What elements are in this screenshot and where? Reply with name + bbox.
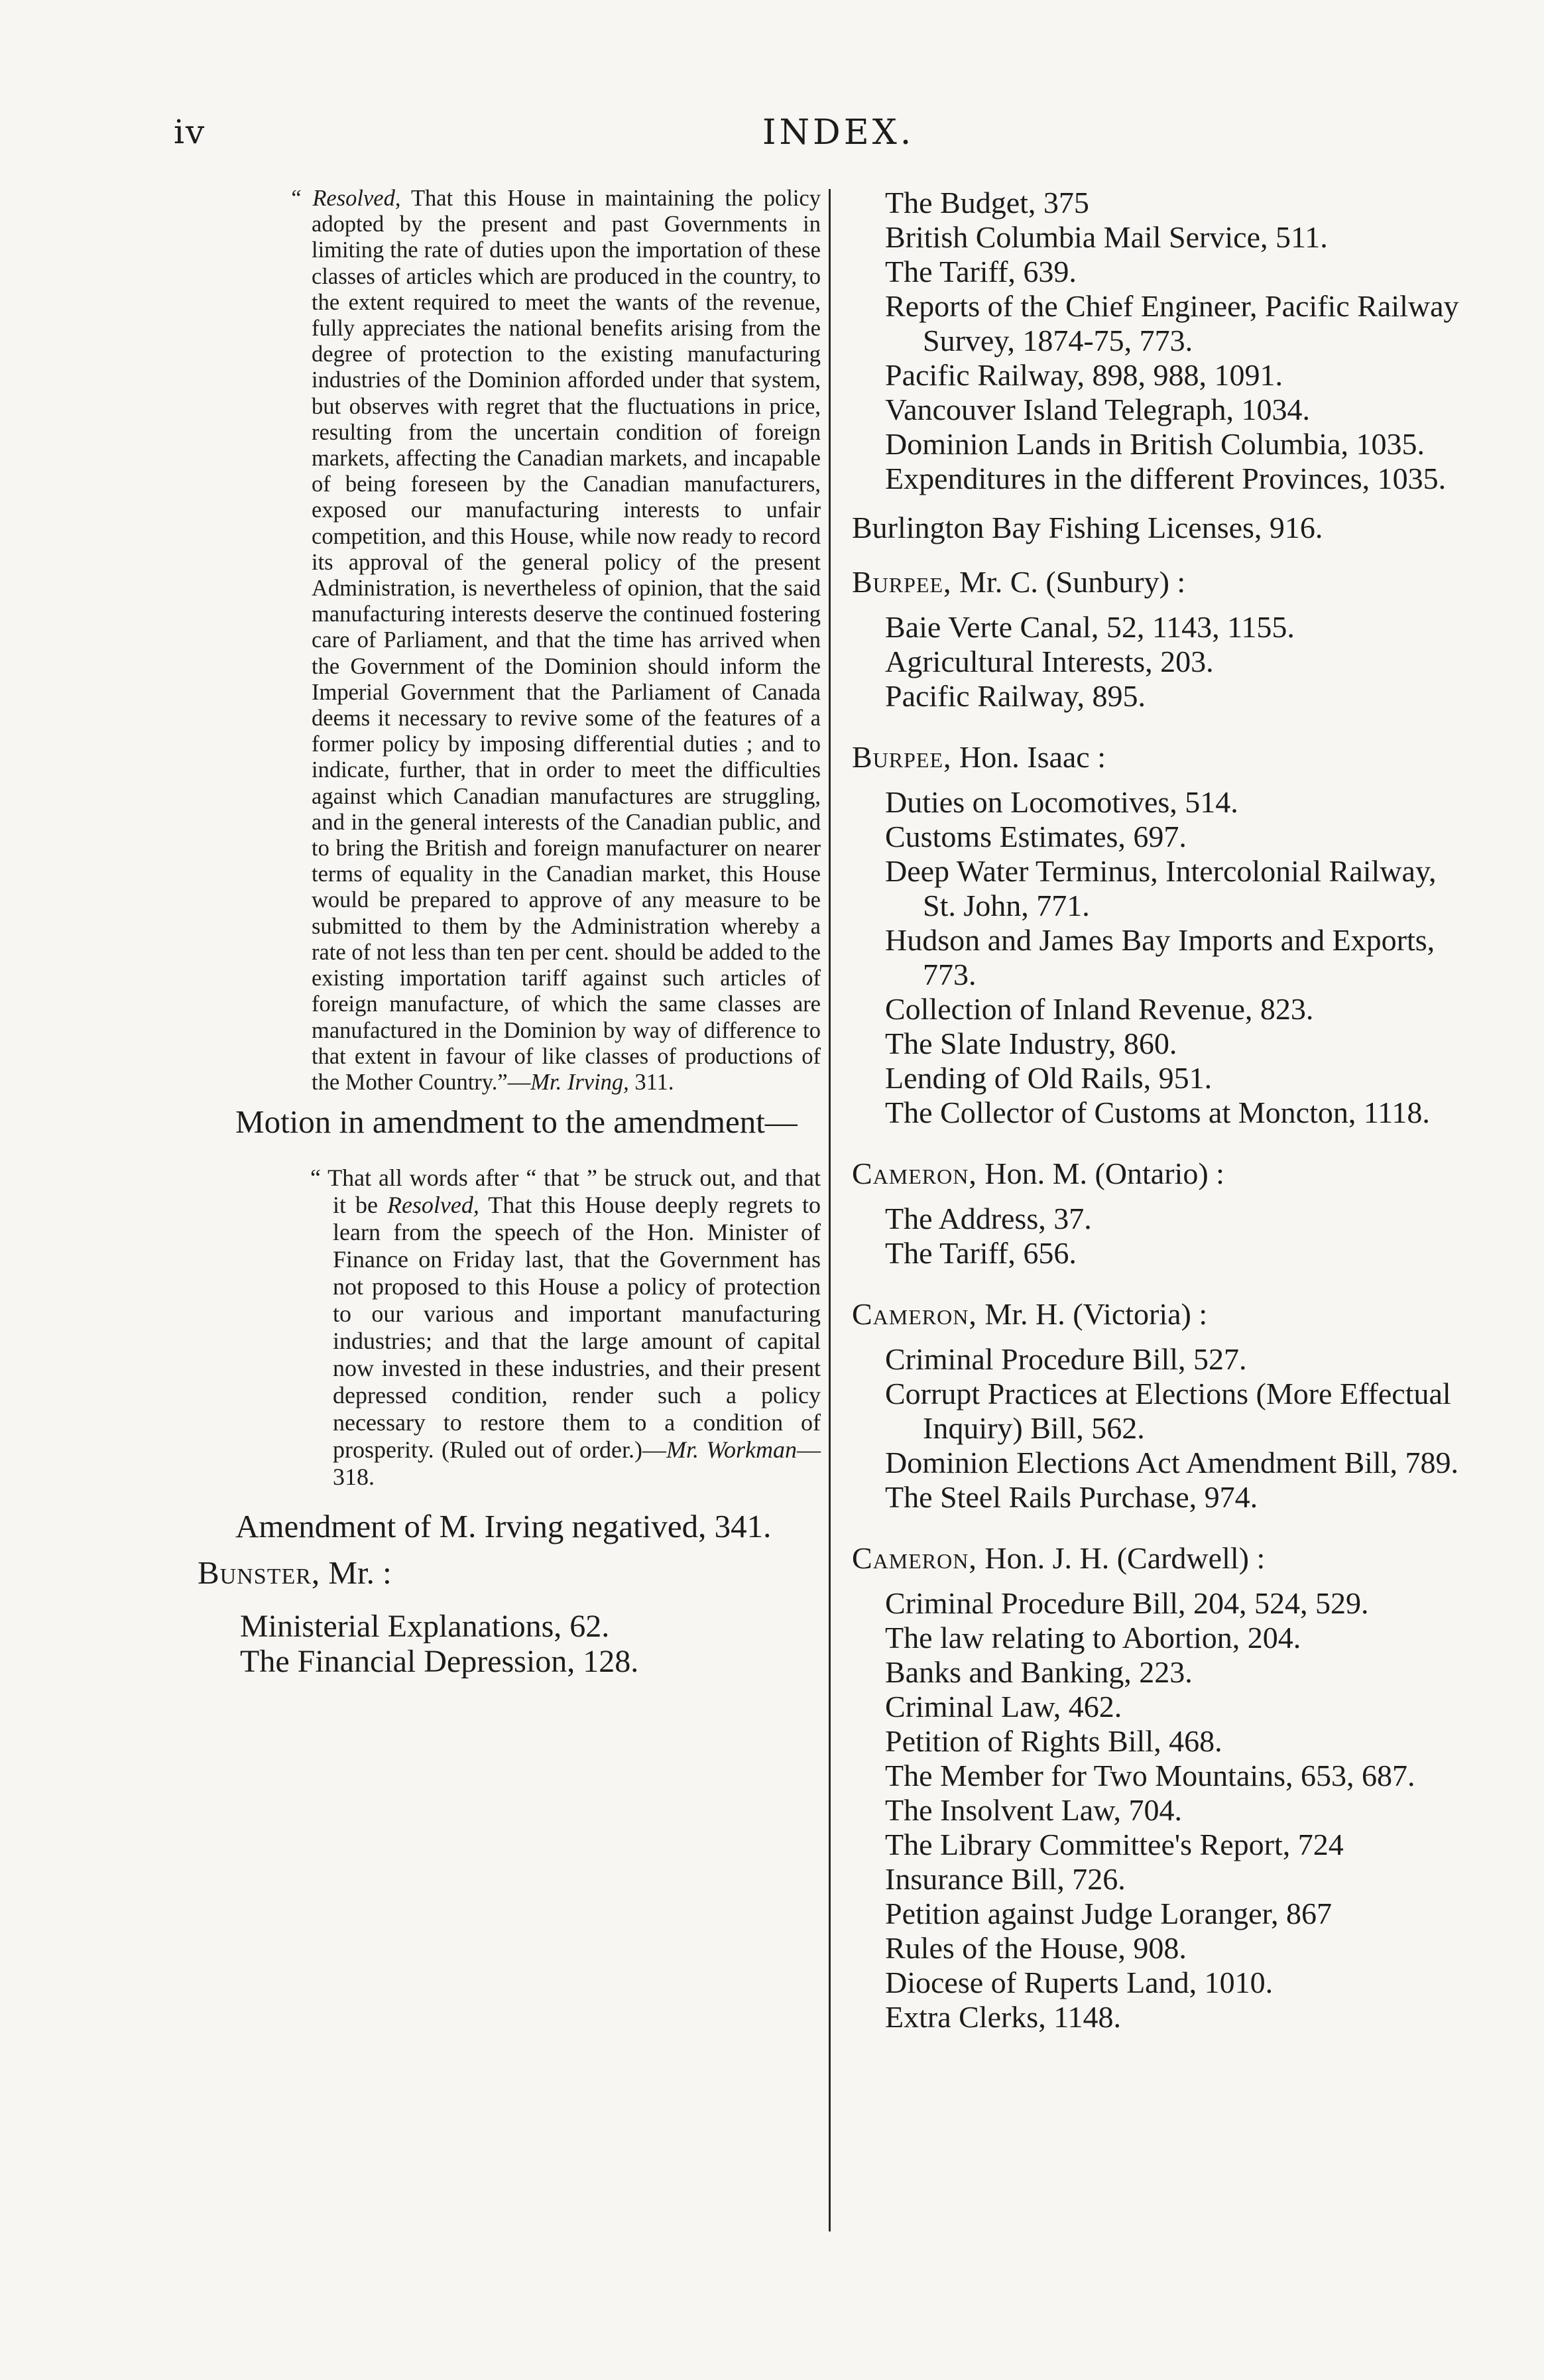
list-item: Reports of the Chief Engineer, Pacific Railway Survey, 1874-75, 773.	[885, 289, 1459, 357]
list-item: The Member for Two Mountains, 653, 687.	[885, 1759, 1415, 1792]
list-item: Rules of the House, 908.	[885, 1931, 1187, 1965]
amendment-result: Amendment of M. Irving negatived, 341.	[235, 1508, 772, 1545]
resolution-text: That this House in maintaining the policy adopted by the present and past Governments in limiting the rate of duties upon the importation of these classes of articles which are produced in the country, to the extent required to meet the wants of the revenue, fully appreciates the national benefits arising from the degree of protection to the existing manufacturing industries of the Dominion afforded under that system, but observes with regret that the fluctuations in price, resulting from the uncertain condition of foreign markets, affecting the Canadian markets, and incapable of being foreseen by the Canadian manufacturers, exposed our manufacturing interests to unfair competition, and this House, while now ready to record its approval of the general policy of the present Administration, is nevertheless of opinion, that the said manufacturing interests deserve the continued fostering care of Parliament, and that the time has arrived when the Government of the Dominion should inform the Imperial Government that the Parliament of Canada deems it necessary to revive some of the features of a former policy by imposing differential duties ; and to indicate, further, that in order to meet the difficulties against which Canadian manufactures are struggling, and in the general interests of the Canadian public, and to bring the British and foreign manufacturer on nearer terms of equality in the Canadian market, this House would be prepared to approve of any measure to be submitted to them by the Administration whereby a rate of not less than ten per cent. should be added to the existing importation tariff against such articles of foreign manufacture, of which the same classes are manufactured in the Dominion by way of difference to that extent in favour of like classes of productions of the Mother Country.”—	[312, 186, 821, 1095]
member-name: Burpee,	[852, 565, 952, 599]
list-item: Baie Verte Canal, 52, 1143, 1155.	[885, 610, 1295, 644]
list-item: The law relating to Abortion, 204.	[885, 1621, 1301, 1655]
motion-entry: Motion in amendment to the amendment—	[235, 1103, 798, 1141]
list-item: Duties on Locomotives, 514.	[885, 785, 1238, 819]
member-name: Burpee,	[852, 740, 952, 774]
list-item: Dominion Elections Act Amendment Bill, 789.	[885, 1446, 1458, 1479]
amendment-text: “ That all words after “ that ” be struck out, and that it be	[310, 1164, 821, 1219]
list-item: The Budget, 375	[885, 186, 1089, 219]
list-item: The Library Committee's Report, 724	[885, 1828, 1344, 1861]
amendment-quote	[198, 1164, 821, 1491]
list-item: Deep Water Terminus, Intercolonial Railway, St. John, 771.	[885, 854, 1437, 922]
member-name: Cameron,	[852, 1541, 977, 1575]
bunster-heading	[198, 1556, 821, 1590]
list-item: Customs Estimates, 697.	[885, 820, 1187, 853]
section-heading	[852, 740, 1472, 775]
right-column	[852, 186, 1472, 2061]
resolution-quote	[198, 186, 821, 1096]
list-item: The Address, 37.	[885, 1202, 1092, 1235]
burlington-entry: Burlington Bay Fishing Licenses, 916.	[852, 511, 1323, 544]
amendment-resolved: Resolved,	[386, 1192, 479, 1219]
list-item: Pacific Railway, 895.	[885, 679, 1146, 713]
section-heading	[852, 1297, 1472, 1332]
bunster-item: The Financial Depression, 128.	[240, 1644, 639, 1680]
section-heading	[852, 565, 1472, 599]
list-item: Agricultural Interests, 203.	[885, 645, 1214, 678]
running-head-title: INDEX.	[762, 113, 915, 153]
member-detail: Mr. H. (Victoria) :	[984, 1297, 1208, 1331]
amendment-citation: Mr. Workman	[666, 1436, 797, 1464]
member-detail: Hon. M. (Ontario) :	[984, 1157, 1224, 1190]
page-header	[0, 113, 1544, 166]
list-item: Extra Clerks, 1148.	[885, 2000, 1122, 2034]
list-item: The Tariff, 639.	[885, 255, 1077, 288]
left-column	[198, 186, 821, 1679]
section-heading	[852, 1157, 1472, 1191]
section-heading	[852, 1541, 1472, 1576]
column-divider	[829, 189, 831, 2231]
bunster-item: Ministerial Explanations, 62.	[240, 1609, 610, 1645]
member-detail: Mr. C. (Sunbury) :	[959, 565, 1186, 599]
list-item: Collection of Inland Revenue, 823.	[885, 992, 1314, 1026]
list-item: Hudson and James Bay Imports and Exports, 773.	[885, 923, 1435, 991]
list-item: Criminal Law, 462.	[885, 1690, 1122, 1723]
list-item: The Steel Rails Purchase, 974.	[885, 1480, 1258, 1514]
resolution-lead: “ Resolved,	[289, 186, 401, 211]
list-item: Expenditures in the different Provinces, 1035.	[885, 462, 1447, 495]
bunster-title: Mr. :	[328, 1554, 392, 1592]
list-item: The Collector of Customs at Moncton, 1118.	[885, 1096, 1430, 1129]
list-item: Criminal Procedure Bill, 527.	[885, 1342, 1247, 1376]
member-name: Cameron,	[852, 1297, 977, 1331]
section-list	[852, 1202, 1472, 1271]
page-number: iv	[174, 113, 206, 151]
section-list	[852, 610, 1472, 714]
list-item: Petition against Judge Loranger, 867	[885, 1897, 1332, 1930]
list-item: The Insolvent Law, 704.	[885, 1793, 1182, 1827]
list-item: Dominion Lands in British Columbia, 1035.	[885, 427, 1425, 461]
member-name: Cameron,	[852, 1157, 977, 1190]
resolution-page: 311.	[634, 1069, 674, 1095]
list-item: Pacific Railway, 898, 988, 1091.	[885, 358, 1283, 392]
list-item: Insurance Bill, 726.	[885, 1862, 1126, 1896]
list-item: The Slate Industry, 860.	[885, 1027, 1177, 1060]
list-item: Lending of Old Rails, 951.	[885, 1061, 1213, 1095]
list-item: Diocese of Ruperts Land, 1010.	[885, 1966, 1274, 1999]
member-detail: Hon. Isaac :	[959, 740, 1106, 774]
section-list	[852, 1342, 1472, 1515]
list-item: Banks and Banking, 223.	[885, 1655, 1193, 1689]
amendment-text-2: That this House deeply regrets to learn from the speech of the Hon. Minister of Finance on Friday last, that the Government has not proposed to this House a policy of protection to our various and important manufacturing industries; and that the large amount of capital now invested in these industries, and their present depressed condition, render such a policy necessary to restore them to a condition of prosperity. (Ruled out of order.)—	[333, 1192, 821, 1464]
list-item: The Tariff, 656.	[885, 1236, 1077, 1270]
list-item: British Columbia Mail Service, 511.	[885, 220, 1328, 254]
list-item: Petition of Rights Bill, 468.	[885, 1724, 1222, 1758]
member-detail: Hon. J. H. (Cardwell) :	[984, 1541, 1266, 1575]
amendment-page: —318.	[333, 1436, 821, 1491]
section-list	[852, 1586, 1472, 2035]
list-item: Corrupt Practices at Elections (More Effectual Inquiry) Bill, 562.	[885, 1377, 1451, 1445]
list-item: Criminal Procedure Bill, 204, 524, 529.	[885, 1586, 1369, 1620]
bunster-continued-list	[852, 186, 1472, 496]
resolution-citation: Mr. Irving,	[530, 1069, 629, 1095]
section-list	[852, 785, 1472, 1130]
list-item: Vancouver Island Telegraph, 1034.	[885, 393, 1311, 426]
bunster-name: Bunster,	[198, 1554, 321, 1592]
